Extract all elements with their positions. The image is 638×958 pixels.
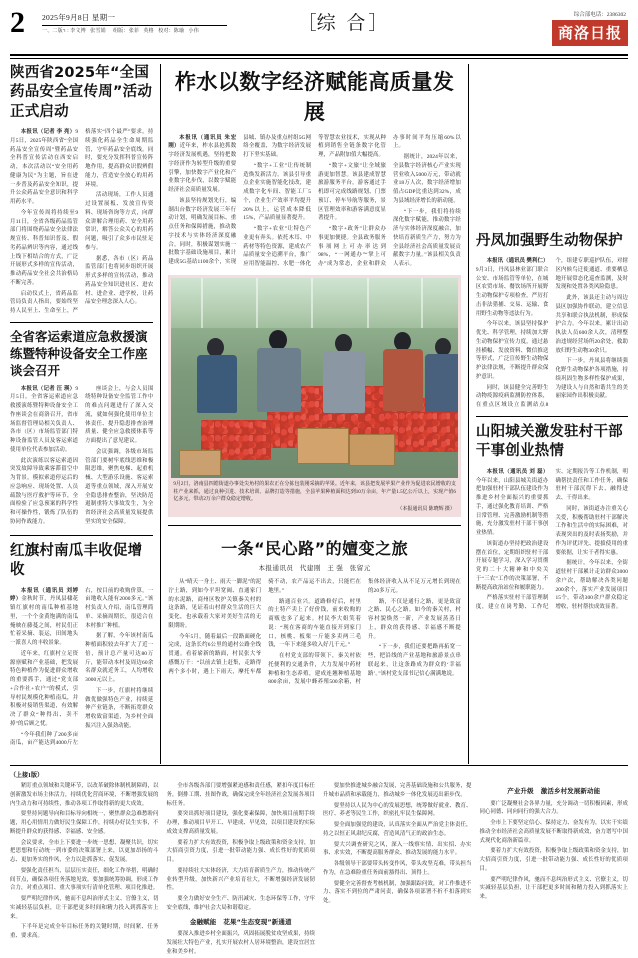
paragraph: 座谈会上，与会人员围绕特种设备安全监管工作中的难点问题进行了深入交流，就如何强化使用单位主体责任、提升隐患排查治理质量、健全应急救援体系等方面提出了意见建议。	[85, 385, 154, 445]
right-column	[476, 64, 628, 764]
paragraph: 据统计，今年以来，全街道驻村干部累计走访群众3000余户次，帮助解决各类问题200余个，落实产业发展项目15个，带动300余户群众稳定增收，驻村帮扶成效显著。	[555, 560, 628, 611]
paragraph: 要着力扩大有效投资，积极争取上级政策和资金支持，加大招商引资力度，引进一批带动能力强、成长性好的优质项目。	[166, 839, 315, 863]
column-divider	[468, 64, 469, 764]
divider	[476, 416, 628, 417]
feature-body	[168, 134, 461, 269]
continued-column	[480, 782, 629, 958]
feature-digital-economy	[168, 64, 461, 269]
photo-caption: 9月2日，洛南县四皓街道办事处尖角村的果农正在分拣包装刚采摘的苹果。近年来，该县把发展苹果产业作为促进农民增收的支柱产业来抓，通过良种引进、技术培训、品牌打造等措施，全县苹果种植面积达到10万余亩，年产量1.5亿公斤以上，实现产值6亿多元，带动2万余户群众稳定增收。	[173, 481, 456, 503]
hotline-text: 综合部电话：2386302	[573, 12, 626, 18]
continued-column	[10, 782, 159, 958]
continued-column	[323, 782, 472, 958]
article-village-cadres	[476, 423, 628, 613]
paragraph: 金秋时节，丹凤县棣花镇红旗村的南瓜种植基地里，一个个金黄饱满的南瓜掩映在藤蔓之间，村民们正忙着采摘、装运，田间地头一派喜人的丰收景象。	[10, 596, 79, 647]
article-headline: 陕西省2025年“全国药品安全宣传周”活动正式启动	[10, 64, 153, 120]
section-title: 综 合	[316, 13, 369, 34]
paragraph: 要持续壮大实体经济，大力培育新质生产力，推动传统产业转型升级，加快新兴产业培育壮大，不断增强经济发展韧性。	[166, 867, 315, 892]
masthead-date-block	[40, 6, 227, 36]
article-rope-way-drill	[10, 329, 153, 529]
paragraph: 紧盯重点领域和关键环节，以改革破除体制机制障碍，以创新激发市场主体活力，持续优化营商环境，不断增强发展的内生动力和可持续性，推动各项工作取得新的更大成效。	[10, 783, 159, 807]
paragraph: 要全面加强党的建设，认真落实全面从严治党主体责任，持之以恒正风肃纪反腐，营造风清气正的政治生态。	[323, 822, 472, 837]
article-headline: 山阳城关激发驻村干部干事创业热情	[475, 423, 623, 460]
dateline: 本报讯（通讯员 刘 磊）	[486, 468, 549, 475]
column-divider	[160, 64, 161, 764]
dateline: 本报讯（记者 汪 瑛）	[20, 385, 76, 392]
feature-headline: 一条“民心路”的嬗变之旅	[221, 539, 409, 558]
page-content	[10, 64, 628, 764]
masthead-rule-thin	[10, 58, 628, 59]
paragraph: 9月5日，全省客运索道应急救援演练暨特种设备安全工作座谈会在商洛召开，省市场监督管理局相关负责人、各市（区）市场监管部门特种设备监管人员及客运索道使用单位代表参加活动。	[10, 385, 79, 453]
middle-column	[168, 64, 461, 764]
paragraph: 该街道办坚持把政治建设摆在首位，定期组织驻村干部开展专题学习，深入学习贯彻党的二十大精神和中央关于“三农”工作的决策部署，不断提高政治站位和履职能力。	[475, 540, 549, 591]
article-headline: 全省客运索道应急救援演练暨特种设备安全工作座谈会召开	[10, 328, 148, 378]
masthead-right	[458, 6, 628, 46]
paragraph: 要大兴调查研究之风，深入一线察实情、出实招、办实事、求实效，不断提高服务群众、推动发展的能力水平。	[323, 841, 472, 857]
continued-section	[10, 770, 628, 958]
right-column-spacer	[476, 64, 628, 232]
paragraph: 今年以来，山阳县城关街道办把加强驻村干部队伍建设作为推进乡村全面振兴的重要抓手，通过强化教育培训、严格日常管理、完善激励机制等措施，充分激发驻村干部干事创业热情。	[475, 477, 549, 537]
photo-apple-sorting	[171, 278, 458, 478]
article-pumpkin-harvest	[10, 542, 153, 749]
continued-column	[167, 782, 316, 958]
paragraph: 该县坚持规划先行，编制出台数字经济发展三年行动计划，明确发展目标、重点任务和保障措施，推动数字技术与实体经济深度融合。同时，积极谋划实施一批数字基础设施项目，累计建成5G基站1100余个，实现县城、镇办及重点村组5G网络全覆盖，为数字经济发展打下坚实基础。	[168, 134, 312, 265]
paragraph: 此外，该县还主动与周边县区加强协作联动，建立信息共享和联合执法机制，形成保护合力。今年以来，累计出动执法人员600余人次，清理整治违规经营场所20余处，救助放归野生动物30余只。	[555, 295, 628, 354]
paragraph: 要强化责任担当，层层压实责任，细化工作举措，明确时间节点，确保各项任务落地见效。要加强统筹协调，形成工作合力，对重点项目、重大事项实行清单化管理、项目化推进。	[10, 867, 159, 892]
paragraph: 要严明纪律作风，驰而不息纠治形式主义、官僚主义，切实减轻基层负担，让干部把更多时间和精力投入到抓落实上来。	[479, 876, 628, 901]
paragraph: 从“晴天一身土、雨天一脚泥”的泥泞土路，到如今平坦宽阔、直通家门的水泥路，商州区牧护关镇秦关村的这条路，见证着山村群众生活的巨大变化，也承载着大家对美好生活的无限期盼。	[168, 579, 262, 629]
news-photo-block	[168, 275, 461, 517]
paragraph: 9月5日，2025年陕西省“全国药品安全宣传周”暨药品安全科普宣传活动在西安启动，本次活动以“安全用药 健康为民”为主题，旨在进一步普及药品安全知识，提升公众药品安全意识和科学用药水平。	[10, 129, 79, 206]
paragraph: 要深入推进乡村全面振兴，巩固拓展脱贫攻坚成果，持续发展壮大特色产业，扎实开展农村人居环境整治，建设宜居宜业和美乡村。	[166, 931, 315, 955]
article-wildlife-protection	[476, 232, 628, 410]
paragraph: 据悉，各市（区）药品监管部门也将同步组织开展形式多样的宣传活动，推动药品安全知识进社区、进农村、进企业、进学校，让药品安全理念深入人心。	[85, 255, 154, 306]
byline: 本报通讯员 代建刚 王 强 张留元	[258, 565, 371, 572]
paragraph: “数字+农业”让特色产业更有奔头。依托木耳、中药材等特色资源，建成农产品质量安全追溯平台，推广应用智能温控、水肥一体化等智慧农业技术，实现从种植到销售全链条数字化管理，产品附加值大幅提高。	[243, 134, 386, 267]
newspaper-logo: 商洛日报	[552, 20, 628, 46]
paragraph: 今年宣传周将持续至9月11日，全省各级药品监管部门将围绕药品安全法律法规宣传、科普知识普及、假劣药品辨识等内容，通过线上线下相结合的方式，广泛开展形式多样的宣传活动，推动药品安全社会共治格局不断完善。	[10, 209, 79, 286]
paragraph: “数字+文旅”让全域旅游更加智慧。该县建成智慧旅游服务平台，游客通过手机即可完成线路规划、门票预订、停车导航等服务，景区管理效率和游客满意度显著提升。	[318, 162, 386, 222]
paragraph: 今年5月，随着最后一段路面硬化完成，这条长约6公里的通村公路全线贯通。看着崭新的路面，村民张大爷感慨万千：“以前去镇上赶集，走路得两个多小时，遇上下雨天，摩托车都骑不动，农产品运不出去，只能烂在地里。”	[168, 579, 362, 675]
paragraph: 启动仪式上，省药品监管局负责人指出，要始终坚持人民至上、生命至上，严格落实“四个最严”要求，持续强化药品全生命周期监管，守牢药品安全底线。同时，要充分发挥科普宣传阵地作用，提高群众识假辨假能力，营造安全放心的用药环境。	[10, 129, 154, 315]
sub-headline: 金融赋能 花果“生态变现”新通道	[189, 917, 292, 926]
continued-tag: （上接1版）	[10, 773, 44, 779]
article-drug-safety	[10, 64, 153, 316]
dateline: 本报讯（通讯员 刘婷婷）	[10, 587, 79, 603]
continued-columns	[10, 782, 628, 958]
paragraph: “下一步，我们将持续深化数字赋能，推动数字经济与实体经济深度融合，加快培育新质生产力，努力为全县经济社会高质量发展贡献数字力量。”该县相关负责人表示。	[392, 208, 461, 267]
paragraph: 在村党支部的带领下，秦关村依托便利的交通条件，大力发展中药材种植和生态养殖，建成连翘种植基地800余亩，发展中蜂养殖500余箱，村集体经济收入从不足万元增长到现在的20多万元。	[268, 579, 461, 686]
paragraph: 要加快推进城乡融合发展，完善基础设施和公共服务，提升城市品质和承载能力，推动城乡一体化发展迈出新步伐。	[323, 783, 472, 798]
paragraph: 要健全完善督查考核机制，加强跟踪问效，对工作推进不力、落实不到位的严肃问责，确保各项部署不折不扣落到实处。	[323, 880, 472, 904]
paragraph: 要坚持以人民为中心的发展思想，统筹做好就业、教育、医疗、养老等民生工作，织密扎牢民生保障网。	[323, 802, 472, 818]
section-title-block: ［综 合］	[297, 13, 388, 34]
article-headline: 红旗村南瓜丰收促增收	[10, 542, 143, 579]
dateline: 本报讯（通讯员 朱宏刚）	[168, 134, 237, 150]
masthead-rule-thick	[10, 54, 628, 56]
paragraph: 路，不仅是通行之路，更是致富之路、民心之路。如今的秦关村，村容村貌焕然一新，产业发展蒸蒸日上，群众的获得感、幸福感不断提升。	[368, 598, 461, 640]
feature-headline: 柞水以数字经济赋能高质量发展	[174, 69, 455, 124]
paragraph: 同时，该县健全完善野生动物疫源疫病监测防控体系，在重点区域设立监测站点8个，组建专职巡护队伍，对辖区内候鸟迁徙通道、重要栖息地开展常态化巡查监测，及时发现和处置各类风险隐患。	[475, 258, 628, 409]
article-body	[476, 468, 628, 613]
paragraph: 9月3日，丹凤县林业部门联合公安、市场监管等单位，在城区农贸市场、餐饮场所开展野生动物保护专项检查，严厉打击非法猎捕、交易、运输、食用野生动物等违法行为。	[475, 266, 549, 317]
dateline: 本报讯（通讯员 樊利仁）	[486, 258, 549, 265]
sub-headline: 产业升级 激活乡村发展新动能	[507, 787, 601, 795]
divider	[168, 525, 461, 526]
paragraph: 同时，该街道办注重关心关爱，积极帮助驻村干部解决工作和生活中的实际困难，对表现突出的及时表扬奖励，并作为评优评先、提拔使用的重要依据，让实干者得实惠。	[555, 505, 628, 556]
paragraph: 下一步，红旗村将继续做优做强特色产业，持续延伸产业链条，不断拓宽群众增收致富渠道，为乡村全面振兴注入强劲动能。	[85, 687, 154, 729]
paragraph: 要突出抓好项目建设，强化要素保障，加快项目前期手续办理，推动项目早开工、早建成、早见效，以项目建设的实际成效支撑高质量发展。	[166, 811, 315, 835]
photo-credit: （本报通讯员 陈晓辉 摄）	[397, 507, 455, 512]
paragraph: “数字+政务”让群众办事更加便捷。全县政务服务事项网上可办率达到98%，“一网通办”“掌上可办”成为常态，企业和群众办事时间平均压缩60%以上。	[318, 134, 461, 267]
bottom-rule	[10, 765, 628, 766]
paragraph: 要着力扩大有效投资，积极争取上级政策和资金支持，加大招商引资力度，引进一批带动能力强、成长性好的优质项目。	[479, 848, 628, 872]
feature-road-story	[168, 532, 461, 687]
dateline: 本报讯（记者 李 亮）	[20, 129, 76, 136]
article-body	[10, 128, 153, 316]
paragraph: “今年我们种了200多亩南瓜，亩产能达到4000斤左右，按目前的收购价算，一亩地收入能有2000多元。”该村负责人介绍，南瓜管理简单、采摘周期长，很适合在本村推广种植。	[10, 587, 154, 747]
paragraph: 近年来，红旗村立足资源禀赋和产业基础，把发展特色种植作为促进群众增收的重要抓手，通过“党支部+合作社+农户”的模式，引导村民规模化种植南瓜，并积极对接销售渠道，有效解决了群众“种得出、卖不掉”的后顾之忧。	[10, 650, 79, 727]
paragraph: 据统计，2024年以来，全县数字经济核心产业实现营业收入5000万元，带动就业18万人次，数字经济增加值占GDP比重达到32%，成为县域经济增长的新动能。	[392, 154, 461, 204]
paragraph: 活动现场，工作人员通过设置展板、发放宣传资料、现场咨询等方式，向群众讲解合理用药、安全用药常识，解答公众关心的用药问题，吸引了众多市民驻足参与。	[85, 192, 154, 251]
paragraph: 会议强调，各级市场监管部门要树牢底线思维和极限思维，聚焦电梯、起重机械、大型游乐设施、客运索道等重点领域，深入开展安全隐患排查整治，坚决防范遏制重特大事故发生，为全省经济社会高质量发展提供坚实的安全保障。	[85, 448, 154, 525]
paragraph: 据了解，今年该村南瓜种植面积较去年扩大了近一倍，预计总产量可达80万斤，能带动本村及周边60余名群众就近务工，人均增收3000元以上。	[85, 633, 154, 684]
paragraph: 各级领导干部要带头转变作风，带头攻坚克难，带头担当作为，在急难险重任务面前豁得出、顶得上。	[323, 861, 472, 876]
paragraph: 下半年是完成全年目标任务的关键时期，时间紧、任务重、要求高。	[10, 924, 159, 939]
paragraph: 全市各级各部门要增强紧迫感和责任感，紧扣年度目标任务，倒排工期、挂图作战，确保完成全年经济社会发展各项目标任务。	[166, 783, 315, 807]
paragraph: 严格落实驻村干部管理制度，建立在岗考勤、工作纪实、定期报告等工作机制，明确帮扶责任和工作任务，确保驻村干部沉得下去、融得进去、干得出来。	[475, 468, 628, 611]
masthead-credits: 一、二版า : 李文博 张雪娟 组版：张菲 英格 校对：陈瑜 小伟	[42, 29, 199, 34]
article-body	[10, 385, 153, 529]
paragraph: 路通百业兴。道路修好后，村里的土特产卖上了好价钱，前来收购的商贩也多了起来。村民李大姐笑着说：“现在客商的车能直接开到家门口，核桃、板栗一斤能多卖两三毛钱，一年下来能多收入好几千元。”	[268, 598, 362, 649]
paragraph: 今年以来，该县坚持保护优先、科学管理，持续加大野生动物保护宣传力度，通过悬挂横幅、发放资料、微信推送等形式，广泛宣传野生动物保护法律法规，不断提升群众保护意识。	[475, 321, 549, 380]
paragraph: 此次演练以客运索道因突发故障导致乘客滞留空中为背景，模拟索道停运后的应急响应、现场处置、人员疏散与医疗救护等环节，全面检验了应急预案的科学性和可操作性，锻炼了队伍的协同作战能力。	[10, 457, 79, 525]
publication-date: 2025年9月8日 星期一	[42, 12, 227, 26]
divider	[10, 535, 153, 536]
paragraph: “下一步，我们还要把路再拓宽一些，把沿线的产业基地和旅游景点串联起来，让这条路成为群众的‘幸福路’。”该村党支部书记信心满满地说。	[368, 644, 461, 677]
paragraph: 下一步，丹凤县将继续强化野生动物保护各项措施，持续巩固生物多样性保护成果，为建设人与自然和谐共生的美丽家园作出积极贡献。	[555, 358, 628, 400]
paragraph: 要坚持问题导向和目标导向相统一，聚焦群众急难愁盼问题，用心用情用力做好民生保障工作，持续办好民生实事，不断提升群众的获得感、幸福感、安全感。	[10, 811, 159, 835]
paragraph: “数字+工业”让传统制造焕发新活力。该县引导重点企业实施智能化技改，建成数字化车间、智能工厂5个，企业生产效率平均提升20%以上，运营成本降低15%，产品质量显著提升。	[243, 162, 312, 222]
article-body	[10, 587, 153, 749]
paragraph: 会议要求，全市上下要进一步统一思想、凝聚共识，切实把思想和行动统一到市委的决策部署上来，以更加昂扬的斗志、更加务实的作风，全力以赴抓落实、促发展。	[10, 839, 159, 863]
divider	[10, 322, 153, 323]
paragraph: 要严明纪律作风，驰而不息纠治形式主义、官僚主义，切实减轻基层负担，让干部把更多时间和精力投入到抓落实上来。	[10, 896, 159, 920]
page-number: 2	[10, 6, 25, 39]
paragraph: 要全力做好安全生产、防汛减灾、生态环保等工作，守牢安全底线，维护社会大局和谐稳定。	[166, 896, 315, 911]
left-column	[10, 64, 153, 764]
article-headline: 丹凤加强野生动物保护	[475, 232, 623, 249]
feature-body	[168, 578, 461, 687]
masthead	[10, 6, 628, 52]
paragraph: 近年来，柞水县抢抓数字经济发展机遇，坚持把数字经济作为转型升级的重要引擎，加快数字产业化和产业数字化步伐，以数字赋能经济社会高质量发展。	[168, 143, 237, 193]
paragraph: 要广泛凝聚社会各界力量，充分调动一切积极因素，形成同心同德、同向同行的强大合力。	[479, 800, 628, 816]
paragraph: 全市上下要坚定信心、保持定力、奋发有为，以实干实绩推动全市经济社会高质量发展不断取得新成效，奋力谱写中国式现代化商洛新篇章。	[479, 820, 628, 844]
article-body	[476, 257, 628, 410]
